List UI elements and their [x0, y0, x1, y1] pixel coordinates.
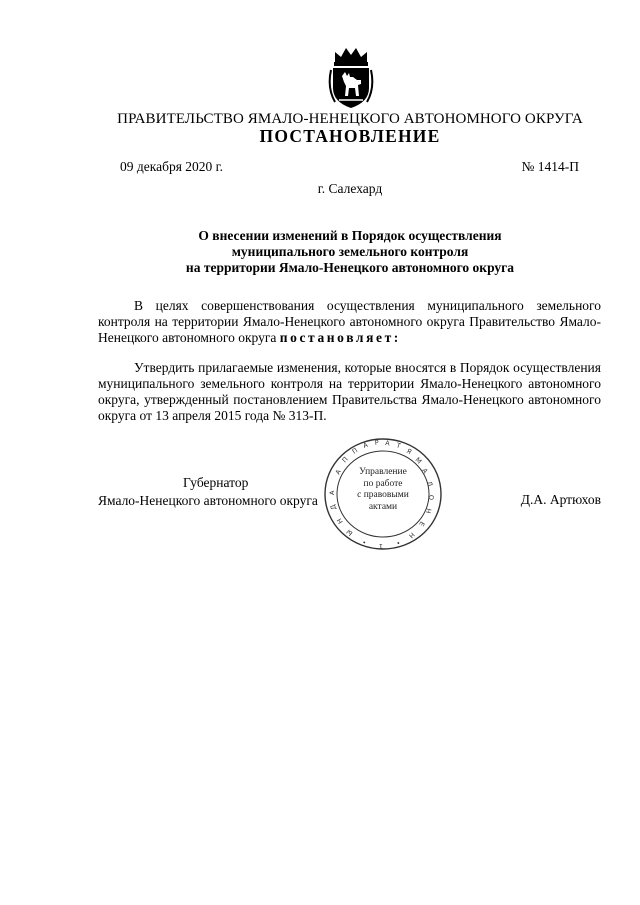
paragraph-resolution — [98, 360, 601, 424]
seal-line: с правовыми — [357, 490, 409, 500]
svg-text:Н: Н — [423, 507, 433, 515]
document-title — [0, 228, 640, 276]
svg-text:А: А — [328, 490, 336, 495]
svg-text:1: 1 — [378, 542, 383, 550]
signatory-position: Губернатор — [183, 475, 249, 490]
svg-text:Р: Р — [374, 438, 380, 447]
svg-text:П: П — [350, 446, 360, 456]
svg-text:А: А — [384, 439, 391, 448]
svg-text:Н: Н — [407, 530, 417, 540]
seal-line: Управление — [359, 467, 407, 477]
svg-text:Ы: Ы — [344, 527, 355, 538]
title-line: муниципального земельного контроля — [231, 244, 469, 259]
resolves-word: постановляет: — [279, 330, 401, 345]
preamble-text: В целях совершенствования осуществления муниципального земельного контроля на территории Ямало-Ненецкого автономного округа Правительство Ямало-Ненецкого автономного округа — [98, 298, 601, 345]
document-number: № 1414-П — [521, 159, 579, 174]
svg-text:Н: Н — [335, 516, 345, 526]
paragraph-preamble — [98, 298, 601, 346]
seal-inner-text — [349, 467, 417, 513]
svg-text:А: А — [361, 440, 369, 450]
title-line: на территории Ямало-Ненецкого автономного округа — [185, 260, 515, 275]
seal-line: по работе — [363, 478, 403, 489]
government-name: ПРАВИТЕЛЬСТВО ЯМАЛО-НЕНЕЦКОГО АВТОНОМНОГО ОКРУГА — [117, 111, 583, 127]
document-type: ПОСТАНОВЛЕНИЕ — [259, 126, 441, 146]
seal-line: актами — [368, 501, 398, 512]
signatory-title — [98, 474, 330, 510]
resolution-text: Утвердить прилагаемые изменения, которые вносятся в Порядок осуществления муниципального земельного контроля на территории Ямало-Ненецкого автономного округа, утвержденный постановлением Правительства Ямало-Ненецкого автономного округа от 13 апреля 2015 года № 313-П. — [98, 360, 601, 423]
title-line: О внесении изменений в Порядок осуществления — [198, 228, 502, 243]
svg-text:Л: Л — [425, 480, 435, 488]
svg-text:Я: Я — [404, 446, 414, 457]
svg-text:•: • — [361, 537, 368, 547]
svg-text:•: • — [394, 538, 402, 548]
svg-text:А: А — [333, 468, 343, 476]
document-city: г. Салехард — [317, 181, 383, 196]
svg-text:П: П — [340, 455, 350, 465]
svg-text:Е: Е — [417, 520, 427, 528]
signatory-region: Ямало-Ненецкого автономного округа — [98, 493, 318, 508]
svg-text:О: О — [427, 494, 436, 501]
svg-text:А: А — [420, 467, 430, 475]
svg-text:М: М — [413, 455, 424, 466]
coat-of-arms-icon — [327, 44, 375, 110]
svg-text:Д: Д — [328, 503, 338, 511]
signatory-name: Д.А. Артюхов — [520, 492, 601, 507]
document-date: 09 декабря 2020 г. — [120, 159, 224, 174]
svg-text:Т: Т — [395, 441, 402, 451]
